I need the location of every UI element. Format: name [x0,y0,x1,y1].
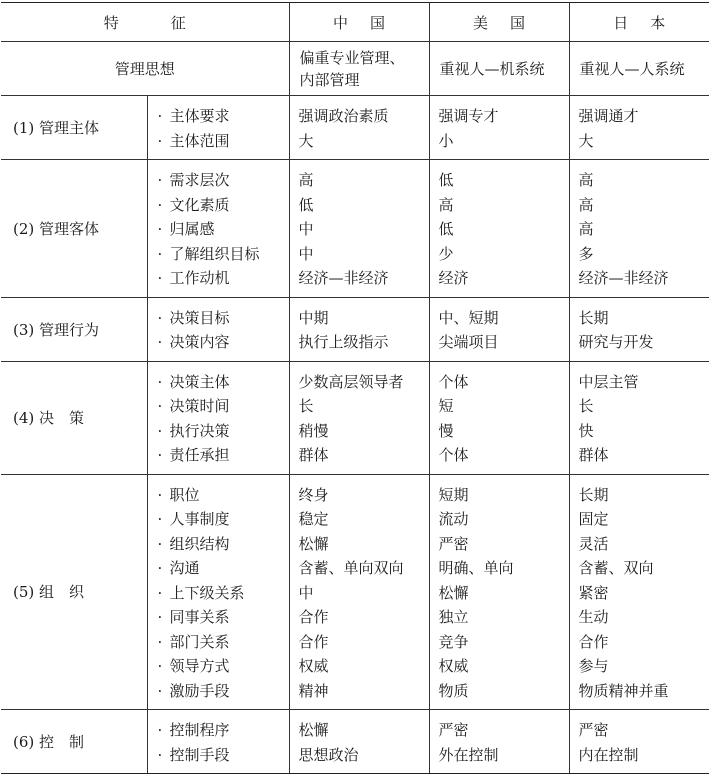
group-label: (2) 管理客体 [1,160,147,298]
feature-item-cell [147,361,289,474]
china-value: 稳定 [298,510,329,528]
feature-item-label: 主体要求 [169,107,230,125]
group-row [1,297,709,361]
usa-value-cell [429,297,569,361]
header-feature-char-1: 特 [103,13,119,32]
feature-item-label: 工作动机 [169,269,230,287]
feature-item [148,483,289,508]
overview-japan: 重视人—人系统 [569,42,709,96]
china-value: 含蓄、单向双向 [298,559,404,577]
usa-value: 经济 [438,269,469,287]
china-value: 经济—非经济 [298,269,389,287]
feature-item [148,306,289,331]
japan-value-cell [569,474,709,710]
japan-value: 长 [578,397,594,415]
group-row [1,361,709,474]
feature-item-label: 人事制度 [169,510,230,528]
feature-item-label: 责任承担 [169,446,230,464]
usa-value: 高 [438,195,454,214]
bullet-icon: · [157,244,163,263]
feature-item-cell [147,474,289,710]
japan-value: 群体 [578,446,609,464]
japan-value: 快 [578,421,594,440]
usa-value: 慢 [438,421,454,440]
header-feature [1,3,289,42]
group-label: (6) 控 制 [1,710,147,774]
feature-item [148,556,289,581]
china-value: 中 [298,583,314,602]
group-row [1,96,709,160]
japan-value: 严密 [578,721,609,739]
china-value-cell [289,96,429,160]
usa-value: 外在控制 [438,745,499,764]
group-label: (4) 决 策 [1,361,147,474]
feature-item-label: 沟通 [169,559,200,577]
management-comparison-table [1,2,709,774]
feature-item-label: 决策主体 [169,372,230,391]
japan-value: 物质精神并重 [578,681,669,700]
japan-value: 大 [578,131,594,150]
feature-item-label: 主体范围 [169,131,230,150]
usa-value-cell [429,96,569,160]
feature-item-label: 部门关系 [169,632,230,651]
bullet-icon: · [157,534,163,553]
feature-item-label: 决策内容 [169,333,230,351]
feature-item-label: 组织结构 [169,534,230,553]
feature-item [148,266,289,291]
feature-item-cell [147,297,289,361]
china-value: 中期 [298,308,329,327]
china-value: 大 [298,131,314,150]
usa-value: 强调专才 [438,107,499,125]
bullet-icon: · [157,510,163,528]
bullet-icon: · [157,397,163,415]
feature-item-label: 需求层次 [169,171,230,189]
bullet-icon: · [157,131,163,150]
group-row [1,710,709,774]
usa-value: 低 [438,220,454,238]
china-value: 松懈 [298,534,329,553]
china-value: 执行上级指示 [298,333,389,351]
feature-item-label: 同事关系 [169,608,230,626]
china-value: 低 [298,195,314,214]
bullet-icon: · [157,583,163,602]
japan-value: 中层主管 [578,372,639,391]
japan-value: 经济—非经济 [578,269,669,287]
china-value: 少数高层领导者 [298,372,404,391]
japan-value: 高 [578,220,594,238]
feature-item-label: 控制手段 [169,745,230,764]
feature-item [148,654,289,679]
japan-value: 长期 [578,485,609,504]
group-label: (3) 管理行为 [1,297,147,361]
feature-item-label: 领导方式 [169,657,230,675]
china-value-cell [289,474,429,710]
feature-item [148,330,289,355]
feature-item [148,679,289,704]
japan-value: 含蓄、双向 [578,559,654,577]
usa-value: 短 [438,397,454,415]
china-value-cell [289,160,429,298]
bullet-icon: · [157,559,163,577]
feature-item [148,193,289,218]
japan-value: 生动 [578,608,609,626]
japan-value: 高 [578,195,594,214]
feature-item [148,532,289,557]
overview-usa: 重视人—机系统 [429,42,569,96]
header-feature-char-2: 征 [170,13,186,32]
bullet-icon: · [157,333,163,351]
feature-item [148,104,289,129]
japan-value-cell [569,160,709,298]
feature-item [148,242,289,267]
usa-value-cell [429,160,569,298]
feature-item-label: 决策时间 [169,397,230,415]
feature-item [148,419,289,444]
usa-value-cell [429,474,569,710]
header-japan-char-1: 日 [613,13,629,32]
bullet-icon: · [157,681,163,700]
japan-value: 长期 [578,308,609,327]
bullet-icon: · [157,745,163,764]
usa-value: 低 [438,171,454,189]
header-row [1,3,709,42]
japan-value: 灵活 [578,534,609,553]
bullet-icon: · [157,657,163,675]
japan-value: 强调通才 [578,107,639,125]
bullet-icon: · [157,171,163,189]
group-label: (5) 组 织 [1,474,147,710]
feature-item-label: 归属感 [169,220,215,238]
feature-item-label: 执行决策 [169,421,230,440]
feature-item-cell [147,96,289,160]
bullet-icon: · [157,107,163,125]
japan-value: 合作 [578,632,609,651]
bullet-icon: · [157,421,163,440]
china-value: 终身 [298,485,329,504]
comparison-table-wrapper [1,2,709,774]
usa-value: 流动 [438,510,469,528]
header-china [289,3,429,42]
feature-item [148,630,289,655]
feature-item [148,581,289,606]
china-value-cell [289,710,429,774]
usa-value-cell [429,361,569,474]
feature-item-cell [147,710,289,774]
feature-item-label: 控制程序 [169,721,230,739]
china-value-cell [289,361,429,474]
japan-value: 内在控制 [578,745,639,764]
group-label: (1) 管理主体 [1,96,147,160]
feature-item-label: 激励手段 [169,681,230,700]
japan-value-cell [569,297,709,361]
usa-value: 短期 [438,485,469,504]
feature-item [148,507,289,532]
usa-value: 个体 [438,372,469,391]
usa-value: 独立 [438,608,469,626]
china-value-cell [289,297,429,361]
usa-value: 竞争 [438,632,469,651]
overview-label: 管理思想 [1,42,289,96]
group-row [1,474,709,710]
group-row [1,160,709,298]
bullet-icon: · [157,308,163,327]
bullet-icon: · [157,632,163,651]
usa-value: 中、短期 [438,308,499,327]
feature-item [148,168,289,193]
bullet-icon: · [157,446,163,464]
feature-item-label: 职位 [169,485,200,504]
feature-item-label: 了解组织目标 [169,244,260,263]
japan-value: 紧密 [578,583,609,602]
china-value: 强调政治素质 [298,107,389,125]
usa-value: 物质 [438,681,469,700]
header-japan [569,3,709,42]
china-value: 合作 [298,632,329,651]
china-value: 中 [298,244,314,263]
header-china-char-1: 中 [332,13,348,32]
usa-value: 严密 [438,721,469,739]
bullet-icon: · [157,269,163,287]
china-value: 思想政治 [298,745,359,764]
bullet-icon: · [157,195,163,214]
overview-china [289,42,429,96]
feature-item-label: 文化素质 [169,195,230,214]
china-value: 精神 [298,681,329,700]
feature-item [148,443,289,468]
japan-value-cell [569,96,709,160]
feature-item [148,217,289,242]
bullet-icon: · [157,608,163,626]
bullet-icon: · [157,485,163,504]
japan-value: 固定 [578,510,609,528]
bullet-icon: · [157,721,163,739]
overview-china-line-2: 内部管理 [299,70,360,89]
china-value: 中 [298,220,314,238]
china-value: 合作 [298,608,329,626]
feature-item [148,605,289,630]
usa-value: 个体 [438,446,469,464]
china-value: 权威 [298,657,329,675]
china-value: 高 [298,171,314,189]
china-value: 长 [298,397,314,415]
header-japan-char-2: 本 [650,13,666,32]
feature-item-label: 上下级关系 [169,583,245,602]
china-value: 稍慢 [298,421,329,440]
feature-item [148,718,289,743]
usa-value-cell [429,710,569,774]
feature-item [148,394,289,419]
header-usa [429,3,569,42]
feature-item [148,129,289,154]
china-value: 松懈 [298,721,329,739]
usa-value: 尖端项目 [438,333,499,351]
feature-item [148,370,289,395]
usa-value: 明确、单向 [438,559,514,577]
china-value: 群体 [298,446,329,464]
japan-value-cell [569,361,709,474]
usa-value: 少 [438,244,454,263]
japan-value: 研究与开发 [578,333,654,351]
overview-china-line-1: 偏重专业管理、 [299,48,405,67]
bullet-icon: · [157,372,163,391]
usa-value: 严密 [438,534,469,553]
japan-value: 参与 [578,657,609,675]
usa-value: 小 [438,131,454,150]
feature-item-label: 决策目标 [169,308,230,327]
header-china-char-2: 国 [370,13,386,32]
overview-row [1,42,709,96]
japan-value: 多 [578,244,594,263]
usa-value: 松懈 [438,583,469,602]
bullet-icon: · [157,220,163,238]
japan-value: 高 [578,171,594,189]
header-usa-char-1: 美 [472,13,488,32]
feature-item-cell [147,160,289,298]
feature-item [148,743,289,768]
usa-value: 权威 [438,657,469,675]
header-usa-char-2: 国 [510,13,526,32]
japan-value-cell [569,710,709,774]
